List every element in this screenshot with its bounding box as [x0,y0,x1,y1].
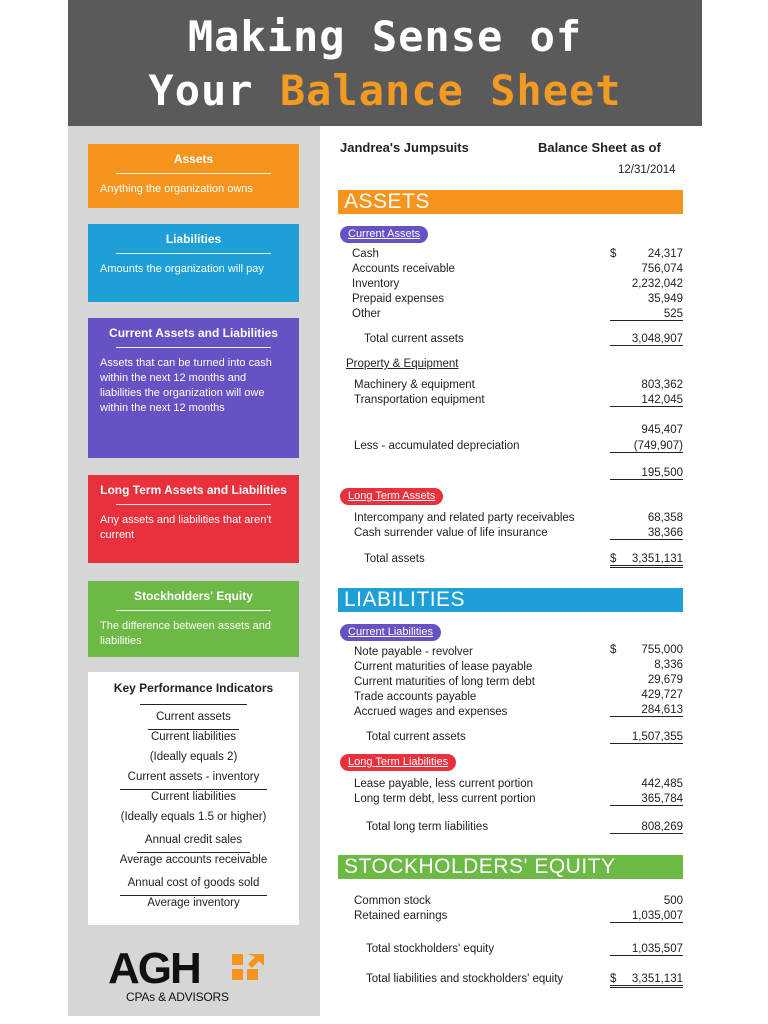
line-item-value: 803,362 [641,379,683,391]
depreciation-label: Less - accumulated depreciation [354,440,520,452]
line-item-label: Transportation equipment [354,394,485,406]
ppe-subtotal: 945,407 [641,424,683,436]
title-word-your: Your [148,66,254,115]
total-label: Total current assets [366,731,466,743]
line-item-label: Current maturities of lease payable [354,661,533,673]
total-value: 808,269 [610,821,683,834]
definition-heading: Stockholders' Equity [134,589,253,603]
line-item-label: Lease payable, less current portion [354,778,533,790]
kpi-ratio2-denominator: Current liabilities [150,791,236,803]
divider [116,347,271,348]
line-item-label: Trade accounts payable [354,691,477,703]
definition-body: Any assets and liabilities that aren't current [100,514,272,541]
total-value: 3,048,907 [610,333,683,346]
total-assets-value: 3,351,131 [631,553,683,565]
line-item-label: Inventory [352,278,400,290]
total-assets-row [610,553,683,568]
total-equity-value: 1,035,507 [610,943,683,956]
definition-body: Amounts the organization will pay [100,263,264,275]
definition-heading: Long Term Assets and Liabilities [100,483,287,497]
current-liabilities-pill: Current Liabilities [340,624,441,641]
line-item-label: Prepaid expenses [352,293,445,305]
line-item-label: Intercompany and related party receivables [354,512,575,524]
equity-bar: STOCKHOLDERS' EQUITY [338,855,683,879]
title-line-1: Making Sense of [187,12,583,61]
line-item-value: 24,317 [647,248,683,260]
kpi-heading: Key Performance Indicators [113,681,274,695]
currency-symbol: $ [610,248,617,260]
line-item-value: 365,784 [610,793,683,806]
long-term-assets-pill: Long Term Assets [340,488,443,505]
line-item-value: 429,727 [641,689,683,701]
agh-logo [108,944,278,1004]
line-item-value: 500 [663,895,683,907]
depreciation-value: (749,907) [610,440,683,453]
line-item-value: 442,485 [641,778,683,790]
balance-sheet [320,126,702,1016]
header-banner [68,0,702,126]
total-label: Total long term liabilities [366,821,489,833]
kpi-ratio4-denominator: Average inventory [147,897,240,909]
assets-bar: ASSETS [338,190,683,214]
total-value: 1,507,355 [610,731,683,744]
title-line-2 [68,66,702,115]
logo-mark-icon [232,950,270,986]
currency-symbol: $ [610,553,617,565]
long-term-liabilities-pill: Long Term Liabilities [340,754,456,771]
total-label: Total current assets [364,333,464,345]
company-name: Jandrea's Jumpsuits [340,140,469,155]
kpi-ratio3-numerator: Annual credit sales [137,830,250,853]
title-highlight: Balance Sheet [279,66,622,115]
line-item-value: 756,074 [641,263,683,275]
liabilities-bar: LIABILITIES [338,588,683,612]
definition-current [88,318,299,458]
ppe-net-value: 195,500 [610,467,683,480]
total-le-label: Total liabilities and stockholders' equity [366,973,564,985]
line-item-value: 142,045 [610,394,683,407]
line-item-label: Accounts receivable [352,263,455,275]
divider [116,253,271,254]
kpi-ratio3-denominator: Average accounts receivable [119,854,268,866]
line-item-label: Note payable - revolver [354,646,473,658]
line-item-value: 2,232,042 [631,278,683,290]
definition-body: Anything the organization owns [100,183,253,195]
line-item-value: 755,000 [641,644,683,656]
logo-text: AGH [108,944,200,993]
line-item-value: 284,613 [610,704,683,717]
definition-heading: Assets [173,152,214,166]
line-item-label: Cash [352,248,379,260]
total-le-row [610,973,683,988]
kpi-ratio4-numerator: Annual cost of goods sold [120,873,268,896]
line-item-value: 38,366 [610,527,683,540]
divider [116,610,271,611]
definition-body: Assets that can be turned into cash within the next 12 months and liabilities the organization will owe within the next 12 months [100,357,272,414]
line-item-value: 8,336 [654,659,683,671]
kpi-box [88,672,299,925]
definition-heading: Current Assets and Liabilities [109,326,278,340]
line-item-label: Current maturities of long term debt [354,676,535,688]
definition-liabilities [88,224,299,302]
definition-long-term [88,475,299,563]
line-item-label: Cash surrender value of life insurance [354,527,548,539]
line-item-value: 29,679 [647,674,683,686]
line-item-value: 525 [610,308,683,321]
line-item-label: Common stock [354,895,431,907]
kpi-ratio1-note: (Ideally equals 2) [149,751,238,763]
kpi-ratio1-numerator: Current assets [148,707,239,730]
kpi-ratio2-note: (Ideally equals 1.5 or higher) [120,811,267,823]
total-le-value: 3,351,131 [631,973,683,985]
line-item-value: 35,949 [647,293,683,305]
line-item-label: Other [352,308,381,320]
ppe-heading: Property & Equipment [346,358,459,370]
statement-date: 12/31/2014 [618,164,676,176]
line-item-value: 1,035,007 [610,910,683,923]
infographic [68,0,702,1016]
definition-equity [88,581,299,657]
statement-heading: Balance Sheet as of [538,140,661,155]
currency-symbol: $ [610,973,617,985]
logo-tagline: CPAs & ADVISORS [126,990,229,1004]
kpi-ratio1-denominator: Current liabilities [150,731,236,743]
currency-symbol: $ [610,644,617,656]
divider [116,504,271,505]
line-item-label: Long term debt, less current portion [354,793,536,805]
total-assets-label: Total assets [364,553,425,565]
line-item-label: Accrued wages and expenses [354,706,508,718]
line-item-value: 68,358 [647,512,683,524]
definitions-sidebar [68,126,320,1016]
divider [116,173,271,174]
kpi-ratio2-numerator: Current assets - inventory [120,767,268,790]
current-assets-pill: Current Assets [340,226,428,243]
line-item-label: Machinery & equipment [354,379,475,391]
line-item-label: Retained earnings [354,910,448,922]
total-equity-label: Total stockholders' equity [366,943,495,955]
definition-body: The difference between assets and liabilities [100,620,272,647]
definition-assets [88,144,299,208]
definition-heading: Liabilities [165,232,222,246]
divider [140,695,247,705]
